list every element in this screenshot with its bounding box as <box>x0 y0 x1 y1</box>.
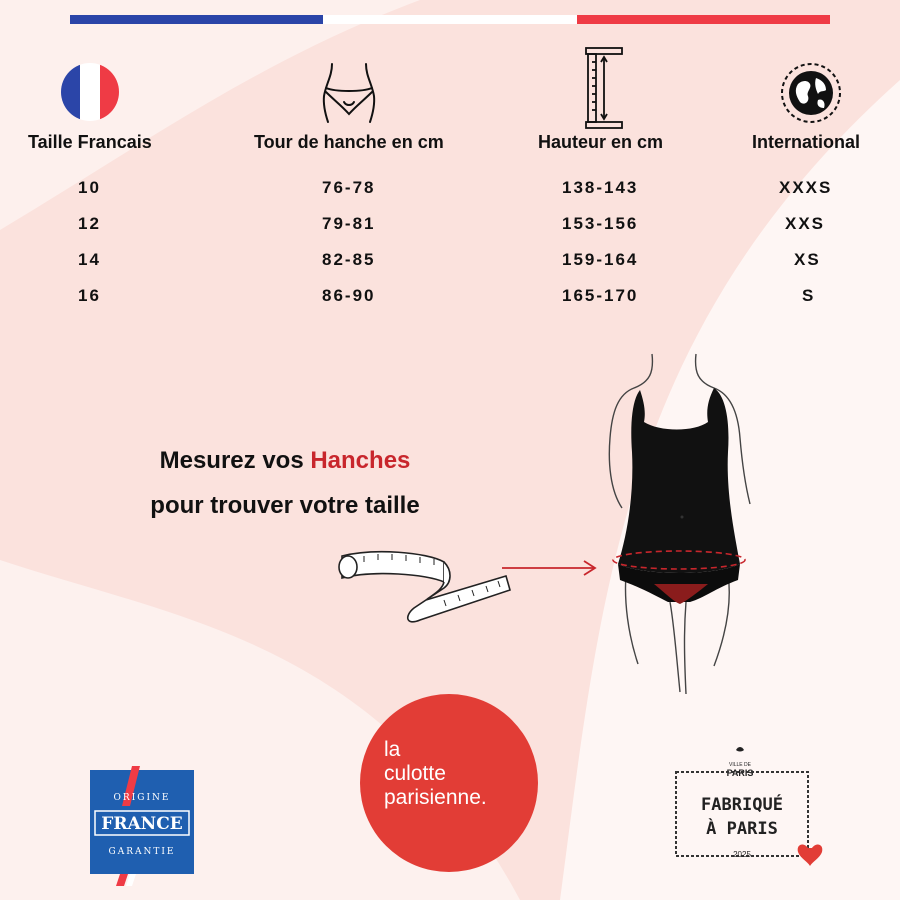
badge-top-text: ORIGINE <box>113 793 171 803</box>
cell-international: XXXS <box>779 178 833 197</box>
arrow-right-icon <box>500 558 600 578</box>
cell-international: XXS <box>785 214 826 233</box>
header-international: International <box>752 132 861 152</box>
cell-hauteur: 138-143 <box>562 178 639 197</box>
fabrique-a-paris-badge <box>670 744 826 872</box>
header-taille: Taille Francais <box>28 132 152 152</box>
logo-line: culotte <box>384 762 446 785</box>
cell-taille: 14 <box>78 250 101 269</box>
badge-ville-text: VILLE DE <box>729 762 751 768</box>
tricolor-blue <box>70 15 323 24</box>
globe-icon <box>780 62 842 124</box>
cell-hanche: 76-78 <box>322 178 376 197</box>
cell-taille: 16 <box>78 286 101 305</box>
header-hanche: Tour de hanche en cm <box>254 132 444 152</box>
instruction-prefix: Mesurez vos <box>159 447 311 474</box>
cell-hauteur: 165-170 <box>562 286 639 305</box>
logo-line: la <box>384 738 401 761</box>
badge-line2-text: À PARIS <box>706 819 778 839</box>
badge-main-text: FRANCE <box>101 814 183 834</box>
instruction-highlight: Hanches <box>310 447 411 474</box>
tricolor-white <box>323 15 576 24</box>
cell-hauteur: 153-156 <box>562 214 639 233</box>
cell-hanche: 86-90 <box>322 286 376 305</box>
badge-bottom-text: GARANTIE <box>108 847 176 857</box>
hips-icon <box>320 62 378 124</box>
cell-hanche: 79-81 <box>322 214 376 233</box>
cell-hauteur: 159-164 <box>562 250 639 269</box>
badge-line1-text: FABRIQUÉ <box>701 795 783 815</box>
origine-france-badge <box>90 766 196 886</box>
france-flag-icon <box>60 62 120 122</box>
measure-instruction <box>100 447 470 475</box>
cell-taille: 10 <box>78 178 101 197</box>
brand-logo-text <box>384 738 487 810</box>
badge-year-text: 2025 <box>733 850 751 859</box>
cell-international: S <box>802 286 816 305</box>
measure-instruction-line2: pour trouver votre taille <box>150 492 420 519</box>
badge-paris-text: PARIS <box>726 768 754 778</box>
cell-taille: 12 <box>78 214 101 233</box>
cell-international: XS <box>794 250 821 269</box>
cell-hanche: 82-85 <box>322 250 376 269</box>
height-ruler-icon <box>584 46 624 130</box>
logo-line: parisienne. <box>384 786 487 809</box>
body-silhouette-icon <box>604 352 764 697</box>
measuring-tape-icon <box>334 548 516 626</box>
tricolor-red <box>577 15 830 24</box>
tricolor-bar <box>70 15 830 24</box>
header-hauteur: Hauteur en cm <box>538 132 664 152</box>
